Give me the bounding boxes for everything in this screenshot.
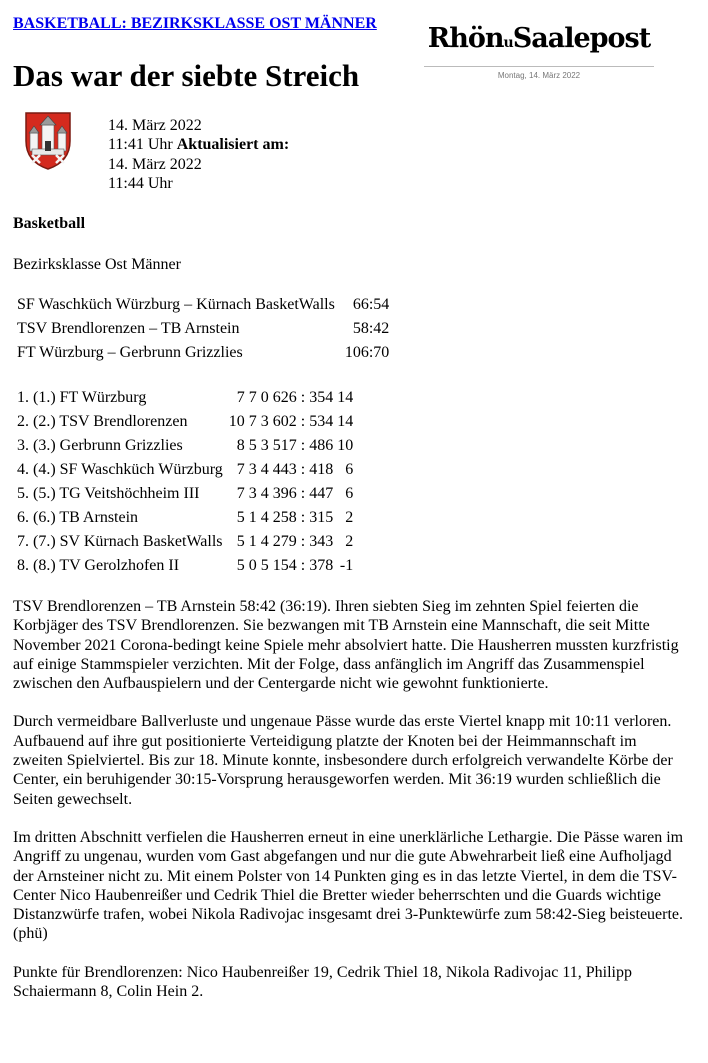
team-points: 6 [345,461,354,478]
team-record: 7 3 4 443 : 418 [236,461,334,478]
table-row [17,530,353,554]
league-label: Bezirksklasse Ost Männer [13,256,181,273]
publish-date: 14. März 2022 [108,117,202,134]
team-record: 5 1 4 279 : 343 [236,533,334,550]
updated-date: 14. März 2022 [108,155,202,173]
team-record: 5 1 4 258 : 315 [236,509,334,526]
team-points: 2 [345,533,354,550]
match-name: SF Waschküch Würzburg – Kürnach BasketWalls [17,296,335,313]
newspaper-masthead [424,22,654,80]
team-points: 2 [345,509,354,526]
category-link[interactable]: BASKETBALL: BEZIRKSKLASSE OST MÄNNER [13,15,377,32]
team-name: 1. (1.) FT Würzburg [17,389,147,406]
newspaper-logo: RhönuSaalepost [427,23,651,54]
table-row [17,506,353,530]
table-row [17,434,353,458]
table-row [17,458,353,482]
table-row [17,482,353,506]
team-points: 10 [337,437,354,454]
match-score: 58:42 [352,320,390,337]
results-table [17,293,389,365]
edition-date: Montag, 14. März 2022 [424,66,654,80]
table-row [17,293,389,317]
team-name: 2. (2.) TSV Brendlorenzen [17,413,188,430]
updated-label: Aktualisiert am: [176,136,290,154]
table-row [17,317,389,341]
team-name: 6. (6.) TB Arnstein [17,509,139,526]
headline: Das war der siebte Streich [13,58,360,93]
team-name: 7. (7.) SV Kürnach BasketWalls [17,533,223,550]
team-name: 5. (5.) TG Veitshöchheim III [17,485,200,502]
town-crest-icon [24,111,72,171]
team-points: 14 [337,413,354,430]
article-paragraph: Durch vermeidbare Ballverluste und ungenaue Pässe wurde das erste Viertel knapp mit 10:11 verloren. Aufbauend auf ihre gut positionierte Verteidigung platzte der Knoten bei der Heimmannschaft im zweiten Spielviertel. Bis zur 18. Minute konnte, insbesondere durch erfolgreich verwandelte Körbe der Center, ein beruhigender 30:15-Vorsprung herausgeworfen werden. Mit 36:19 wurden schließlich die Seiten gewechselt. [13,713,673,808]
article-paragraph: Im dritten Abschnitt verfielen die Hausherren erneut in eine unerklärliche Lethargie. Die Pässe waren im Angriff zu ungenau, wurden vom Gast abgefangen und nur die gute Abwehrarbeit ließ eine Aufholjagd der Arnsteiner nicht zu. Mit einem Polster von 14 Punkten ging es in das letzte Viertel, in dem die TSV-Center Nico Haubenreißer und Cedrik Thiel die Bretter wieder beherrschten und die Guards wichtige Distanzwürfe trafen, wobei Nikola Radivojac insgesamt drei 3-Punktewürfe zum 58:42-Sieg beisteuerte. (phü) [13,828,684,943]
standings-table [17,386,353,578]
team-record: 7 3 4 396 : 447 [236,485,334,502]
match-score: 66:54 [352,296,390,313]
match-name: TSV Brendlorenzen – TB Arnstein [17,320,240,337]
table-row [17,386,353,410]
match-name: FT Würzburg – Gerbrunn Grizzlies [17,344,243,361]
team-record: 5 0 5 154 : 378 [236,557,334,574]
article-paragraph: Punkte für Brendlorenzen: Nico Haubenreißer 19, Cedrik Thiel 18, Nikola Radivojac 11, Philipp Schaiermann 8, Colin Hein 2. [13,963,632,1001]
team-points: 14 [337,389,354,406]
article-paragraph: TSV Brendlorenzen – TB Arnstein 58:42 (36:19). Ihren siebten Sieg im zehnten Spiel feierten die Korbjäger des TSV Brendlorenzen. Sie bezwangen mit TB Arnstein eine Mannschaft, die seit Mitte November 2021 Corona-bedingt keine Spiele mehr absolviert hatte. Die Hausherren mussten kurzfristig auf einige Stammspieler verzichten. Mit der Folge, dass anfänglich im Angriff das Zusammenspiel zwischen den Aufbauspielern und der Centergarde nicht wie gewohnt funktionierte. [13,598,679,693]
team-record: 10 7 3 602 : 534 [228,413,334,430]
team-points: -1 [339,557,354,574]
updated-time: 11:44 Uhr [108,175,173,193]
team-name: 8. (8.) TV Gerolzhofen II [17,557,180,574]
team-name: 3. (3.) Gerbrunn Grizzlies [17,437,183,454]
article-meta [108,116,289,194]
table-row [17,341,389,365]
table-row [17,554,353,578]
table-row [17,410,353,434]
match-score: 106:70 [344,344,390,361]
publish-time: 11:41 Uhr [108,136,173,154]
team-record: 8 5 3 517 : 486 [236,437,334,454]
article-body [13,597,685,1020]
update-line [108,135,289,154]
team-points: 6 [345,485,354,502]
team-name: 4. (4.) SF Waschküch Würzburg [17,461,223,478]
team-record: 7 7 0 626 : 354 [236,389,334,406]
sport-label: Basketball [13,215,86,232]
